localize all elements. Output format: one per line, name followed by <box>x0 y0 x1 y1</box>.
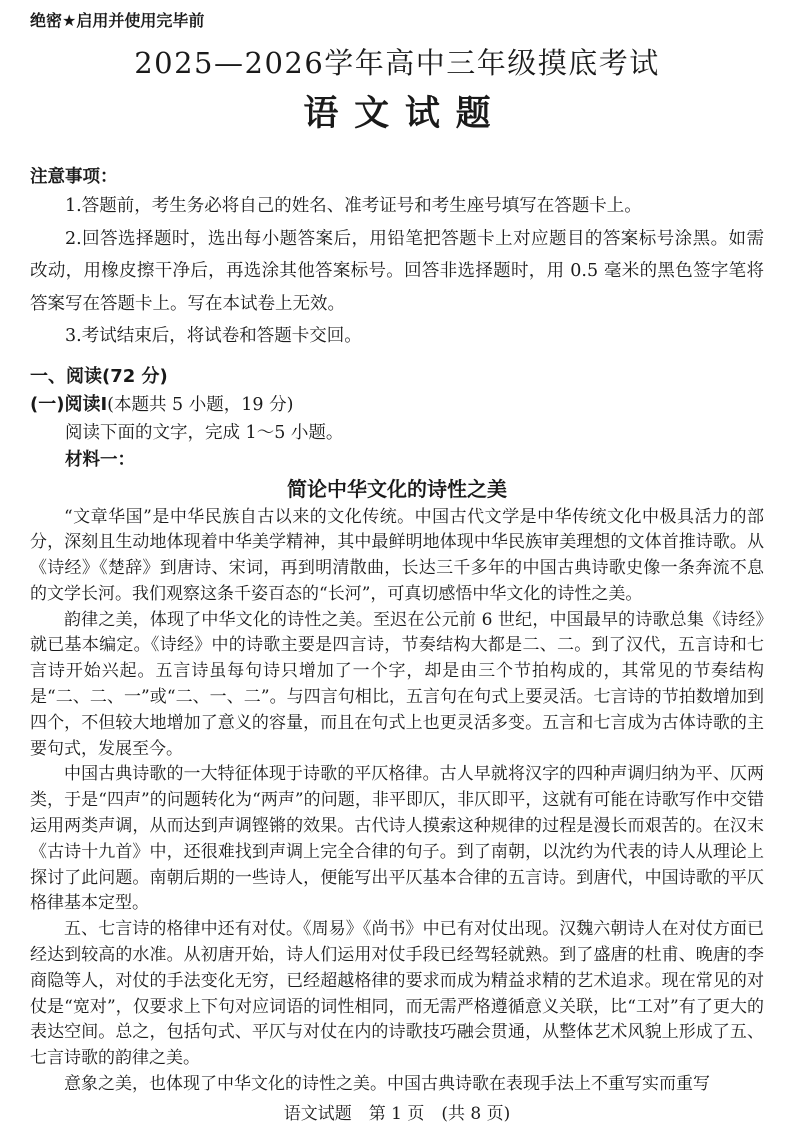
exam-title: 2025—2026学年高中三年级摸底考试 <box>134 46 660 80</box>
secrecy-notice: 绝密★启用并使用完毕前 <box>30 11 205 30</box>
notice-item-3: 3.考试结束后，将试卷和答题卡交回。 <box>65 326 362 346</box>
reading-section <box>30 363 764 1098</box>
essay-paragraph-3: 中国古典诗歌的一大特征体现于诗歌的平仄格律。古人早就将汉字的四种声调归纳为平、仄两类，于是“四声”的问题转化为“两声”的问题，非平即仄，非仄即平，这就有可能在诗歌写作中交错运用两类声调，从而达到声调铿锵的效果。古代诗人摸索这种规律的过程是漫长而艰苦的。在汉末《古诗十九首》中，还很难找到声调上完全合律的句子。到了南朝，以沈约为代表的诗人从理论上探讨了此问题。南朝后期的一些诗人，便能写出平仄基本合律的五言诗。到唐代，中国诗歌的平仄格律基本定型。 <box>30 764 764 914</box>
essay-paragraph-1: “文章华国”是中华民族自古以来的文化传统。中国古代文学是中华传统文化中极具活力的部分，深刻且生动地体现着中华美学精神，其中最鲜明地体现中华民族审美理想的文体首推诗歌。从《诗经》《楚辞》到唐诗、宋词，再到明清散曲，长达三千多年的中国古典诗歌史像一条奔流不息的文学长河。我们观察这条千姿百态的“长河”，可真切感悟中华文化的诗性之美。 <box>30 506 764 604</box>
essay-paragraph-4: 五、七言诗的格律中还有对仗。《周易》《尚书》中已有对仗出现。汉魏六朝诗人在对仗方面已经达到较高的水准。从初唐开始，诗人们运用对仗手段已经驾轻就熟。到了盛唐的杜甫、晚唐的李商隐等人，对仗的手法变化无穷，已经超越格律的要求而成为精益求精的艺术追求。现在常见的对仗是“宽对”，仅要求上下句对应词语的词性相同，而无需严格遵循意义关联，比“工对”有了更大的表达空间。总之，包括句式、平仄与对仗在内的诗歌技巧融会贯通，从整体艺术风貌上形成了五、七言诗歌的韵律之美。 <box>30 919 764 1069</box>
material-label: 材料一： <box>65 449 135 470</box>
essay-title: 简论中华文化的诗性之美 <box>287 476 507 501</box>
subject-title: 语文试题 <box>303 94 507 134</box>
part-info: (本题共 5 小题，19 分) <box>107 394 294 415</box>
notice-item-2: 2.回答选择题时，选出每小题答案后，用铅笔把答题卡上对应题目的答案标号涂黑。如需改动，用橡皮擦干净后，再选涂其他答案标号。回答非选择题时，用 0.5 毫米的黑色签字笔将答案写在答题卡上。写在本试卷上无效。 <box>30 228 764 314</box>
section-heading: 一、阅读(72 分) <box>30 365 168 387</box>
part-heading <box>30 391 764 419</box>
notice-section <box>30 164 764 353</box>
notice-item-1: 1.答题前，考生务必将自己的姓名、准考证号和考生座号填写在答题卡上。 <box>65 196 642 216</box>
notice-heading: 注意事项： <box>30 167 118 187</box>
essay-paragraph-2: 韵律之美，体现了中华文化的诗性之美。至迟在公元前 6 世纪，中国最早的诗歌总集《诗经》就已基本编定。《诗经》中的诗歌主要是四言诗，节奏结构大都是二、二。到了汉代，五言诗和七言诗开始兴起。五言诗虽每句诗只增加了一个字，却是由三个节拍构成的，其常见的节奏结构是“二、二、一”或“二、一、二”。与四言句相比，五言句在句式上要灵活。七言诗的节拍数增加到四个，不但较大地增加了意义的容量，而且在句式上也更灵活多变。五言和七言成为古体诗歌的主要句式，发展至今。 <box>30 609 764 759</box>
essay-paragraph-5: 意象之美，也体现了中华文化的诗性之美。中国古典诗歌在表现手法上不重写实而重写 <box>64 1074 710 1095</box>
part-label: (一)阅读Ⅰ <box>30 393 108 415</box>
page-footer: 语文试题 第 1 页 (共 8 页) <box>283 1104 511 1124</box>
reading-instruction: 阅读下面的文字，完成 1～5 小题。 <box>65 422 344 443</box>
